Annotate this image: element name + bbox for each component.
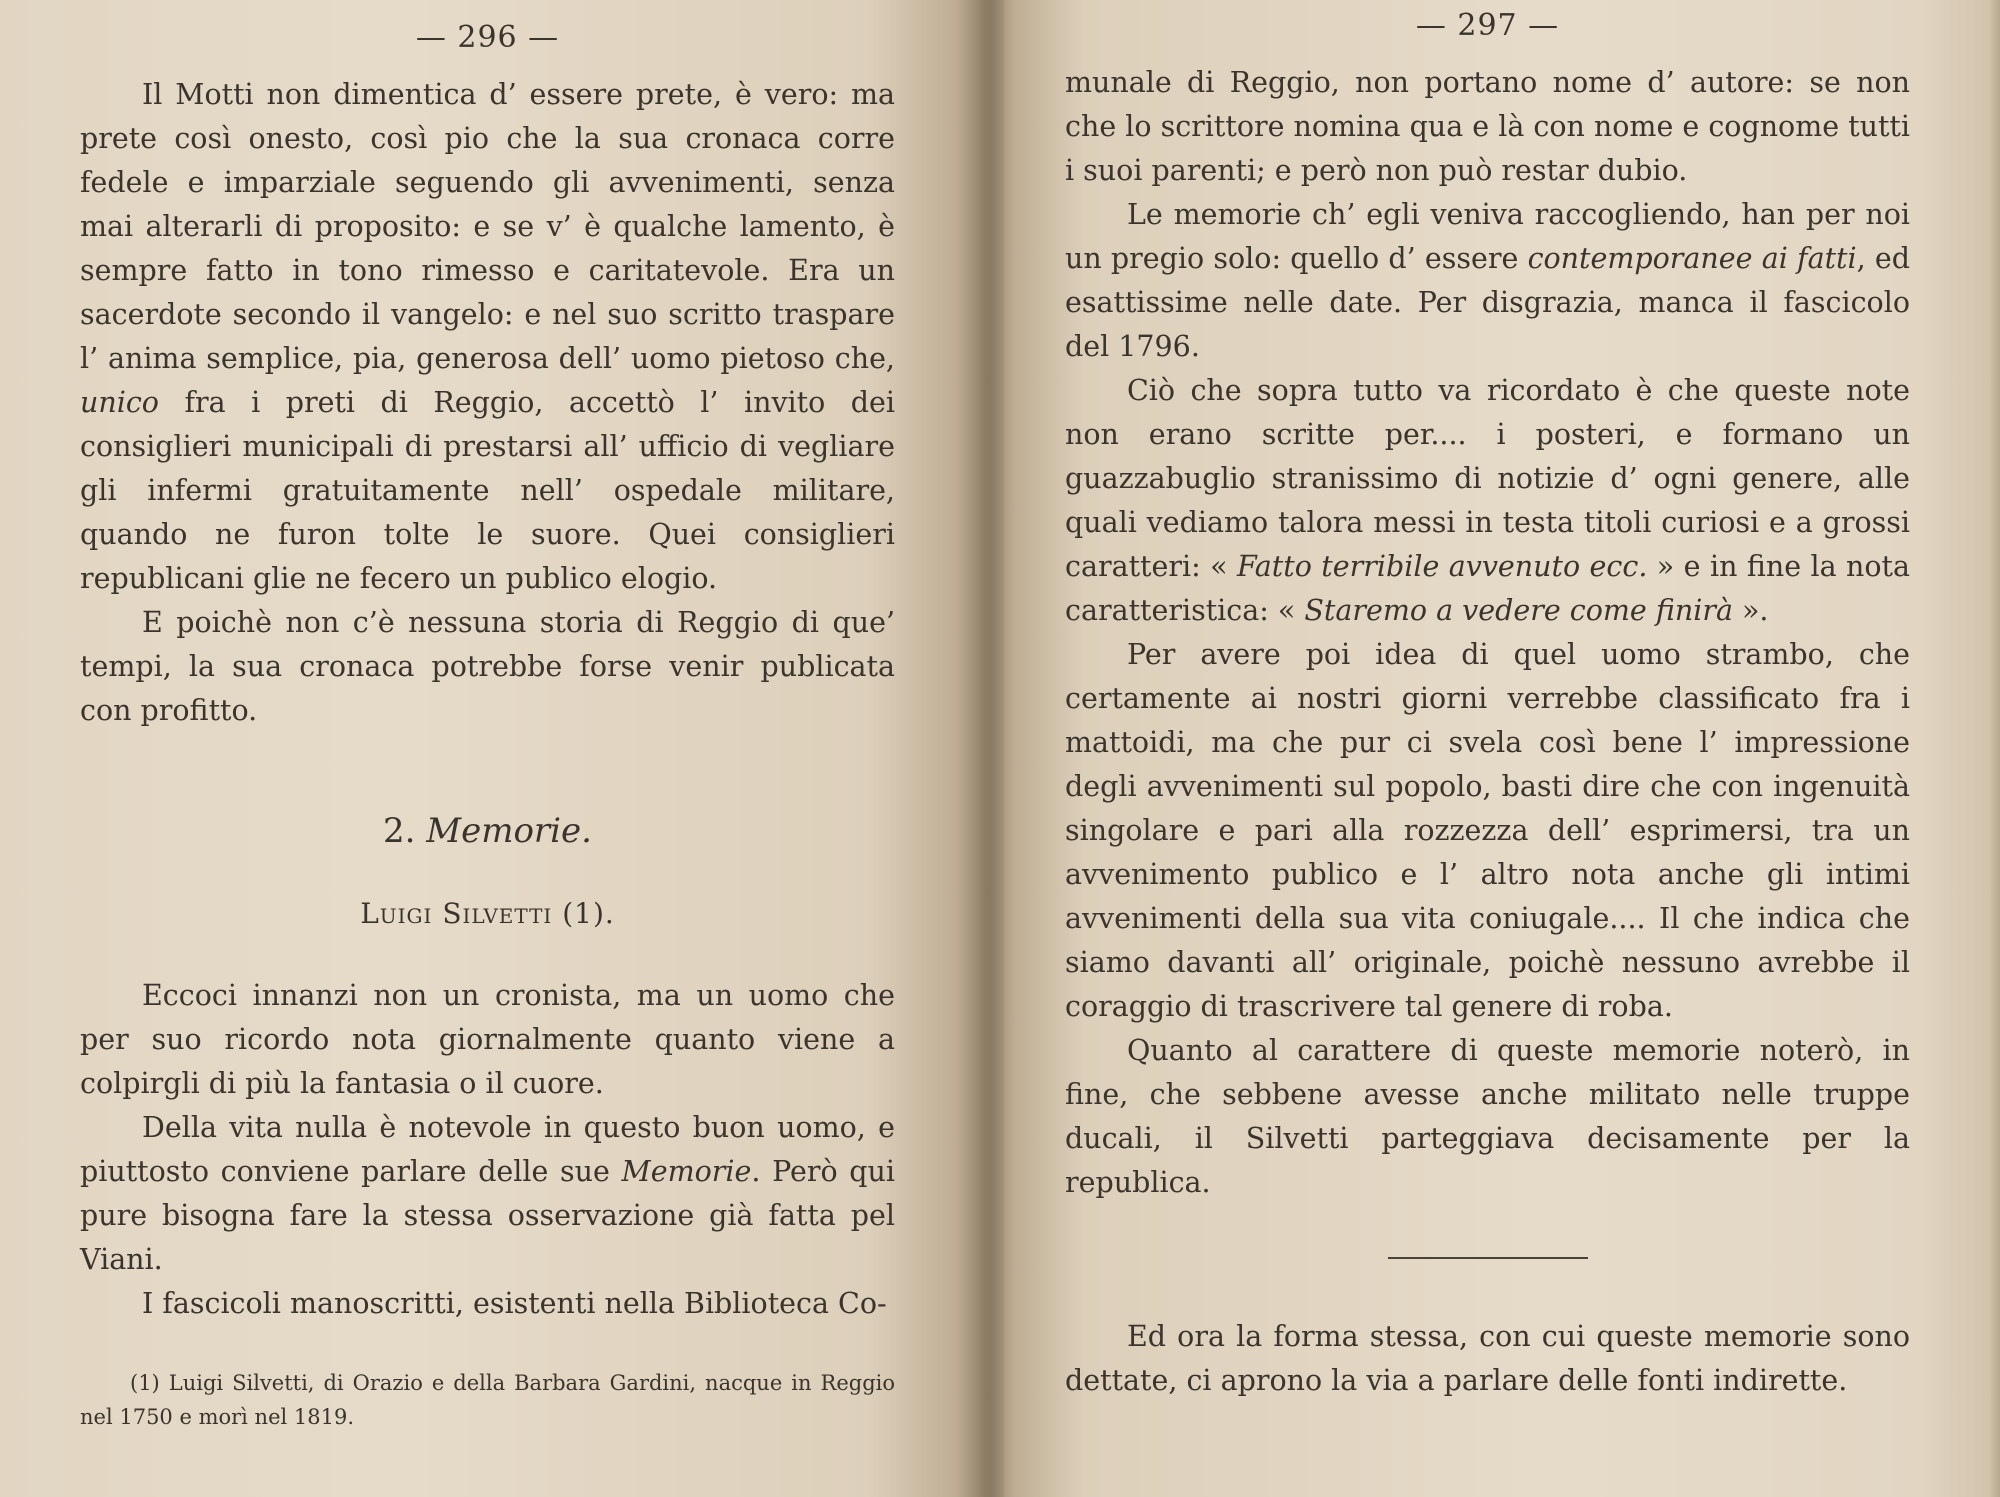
paragraph-text: Ciò che sopra tutto va ricordato è che queste note non erano scritte per.... i posteri, e formano un guazzabuglio stranissimo di notizie d’ ogni genere, alle quali vediamo talora messi in testa titoli curiosi e a grossi caratteri: «: [1065, 374, 1910, 583]
paragraph-text: . Però qui pure bisogna fare la stessa osservazione già fatta pel Viani.: [80, 1155, 896, 1276]
paragraph-storia: E poichè non c’è nessuna storia di Reggio di que’ tempi, la sua cronaca potrebbe forse venir publicata con profitto.: [80, 606, 895, 727]
paragraph-continuation: munale di Reggio, non portano nome d’ autore: se non che lo scrittore nomina qua e là con nome e cognome tutti i suoi parenti; e però non può restar dubio.: [1065, 66, 1910, 187]
left-page: [0, 0, 985, 1497]
italic-word: Memorie: [621, 1155, 752, 1188]
italic-phrase: Fatto terribile avvenuto ecc.: [1236, 550, 1648, 583]
page-number-right: — 297 —: [1415, 8, 1560, 43]
italic-word: unico: [80, 386, 159, 419]
section-heading: [80, 811, 895, 851]
paragraph-note: [1065, 369, 1910, 633]
paragraph-text: Della vita nulla è notevole in questo buon uomo, e piuttosto conviene parlare delle sue: [80, 1111, 895, 1188]
paragraph-text: Le memorie ch’ egli veniva raccogliendo, han per noi un pregio solo: quello d’ essere: [1065, 198, 1910, 275]
author-last-name: Silvetti: [442, 897, 553, 930]
paragraph-motti: [80, 73, 895, 601]
page-edge: [1990, 0, 2000, 1497]
paragraph-strambo: Per avere poi idea di quel uomo strambo, che certamente ai nostri giorni verrebbe classificato fra i mattoidi, ma che pur ci svela così bene l’ impressione degli avvenimenti sul popolo, basti dire che con ingenuità singolare e pari alla rozzezza dell’ esprimersi, tra un avvenimento publico e l’ altro nota anche gli intimi avvenimenti della sua vita coniugale.... Il che indica che siamo davanti all’ originale, poichè nessuno avrebbe il coraggio di trascrivere tal genere di roba.: [1065, 638, 1910, 1023]
paragraph-text: , ed esattissime nelle date. Per disgrazia, manca il fascicolo del 1796.: [1065, 242, 1910, 363]
paragraph-carattere: Quanto al carattere di queste memorie noterò, in fine, che sebbene avesse anche militato nelle truppe ducali, il Silvetti parteggiava decisamente per la republica.: [1065, 1034, 1910, 1199]
paragraph-fonti: Ed ora la forma stessa, con cui queste memorie sono dettate, ci aprono la via a parlare delle fonti indirette.: [1065, 1320, 1910, 1397]
italic-phrase: contemporanee ai fatti: [1527, 242, 1857, 275]
paragraph-text: fra i preti di Reggio, accettò l’ invito dei consiglieri municipali di prestarsi all’ ufficio di vegliare gli infermi gratuitamente nell’ ospedale militare, quando ne furon tolte le suore. Quei consiglieri republicani glie ne fecero un publico elogio.: [80, 386, 895, 595]
footnote: (1) Luigi Silvetti, di Orazio e della Barbara Gardini, nacque in Reggio nel 1750 e morì nel 1819.: [80, 1371, 895, 1429]
footnote-reference: (1).: [562, 897, 615, 930]
author-first-name: Luigi: [360, 897, 433, 930]
paragraph-vita: [80, 1106, 895, 1282]
page-number-left: — 296 —: [415, 20, 560, 55]
paragraph-fascicoli: I fascicoli manoscritti, esistenti nella Biblioteca Co-: [142, 1287, 887, 1320]
section-title: Memorie.: [426, 811, 592, 851]
paragraph-text: Il Motti non dimentica d’ essere prete, è vero: ma prete così onesto, così pio che la sua cronaca corre fedele e imparziale seguendo gli avvenimenti, senza mai alterarli di proposito: e se v’ è qualche lamento, è sempre fatto in tono rimesso e caritatevole. Era un sacerdote secondo il vangelo: e nel suo scritto traspare l’ anima semplice, pia, generosa dell’ uomo pietoso che,: [80, 78, 895, 375]
section-number: 2.: [383, 811, 416, 851]
paragraph-memorie: [1065, 193, 1910, 369]
book-spine: [978, 0, 1004, 1497]
author-heading: [80, 897, 895, 930]
paragraph-text: ».: [1732, 594, 1769, 627]
paragraph-cronista: Eccoci innanzi non un cronista, ma un uomo che per suo ricordo nota giornalmente quanto viene a colpirgli di più la fantasia o il cuore.: [80, 979, 895, 1100]
paragraph-text: » e in fine la nota caratteristica: «: [1065, 550, 1910, 627]
right-page: [985, 0, 2000, 1497]
italic-phrase: Staremo a vedere come finirà: [1304, 594, 1733, 627]
section-divider: [1388, 1257, 1588, 1259]
